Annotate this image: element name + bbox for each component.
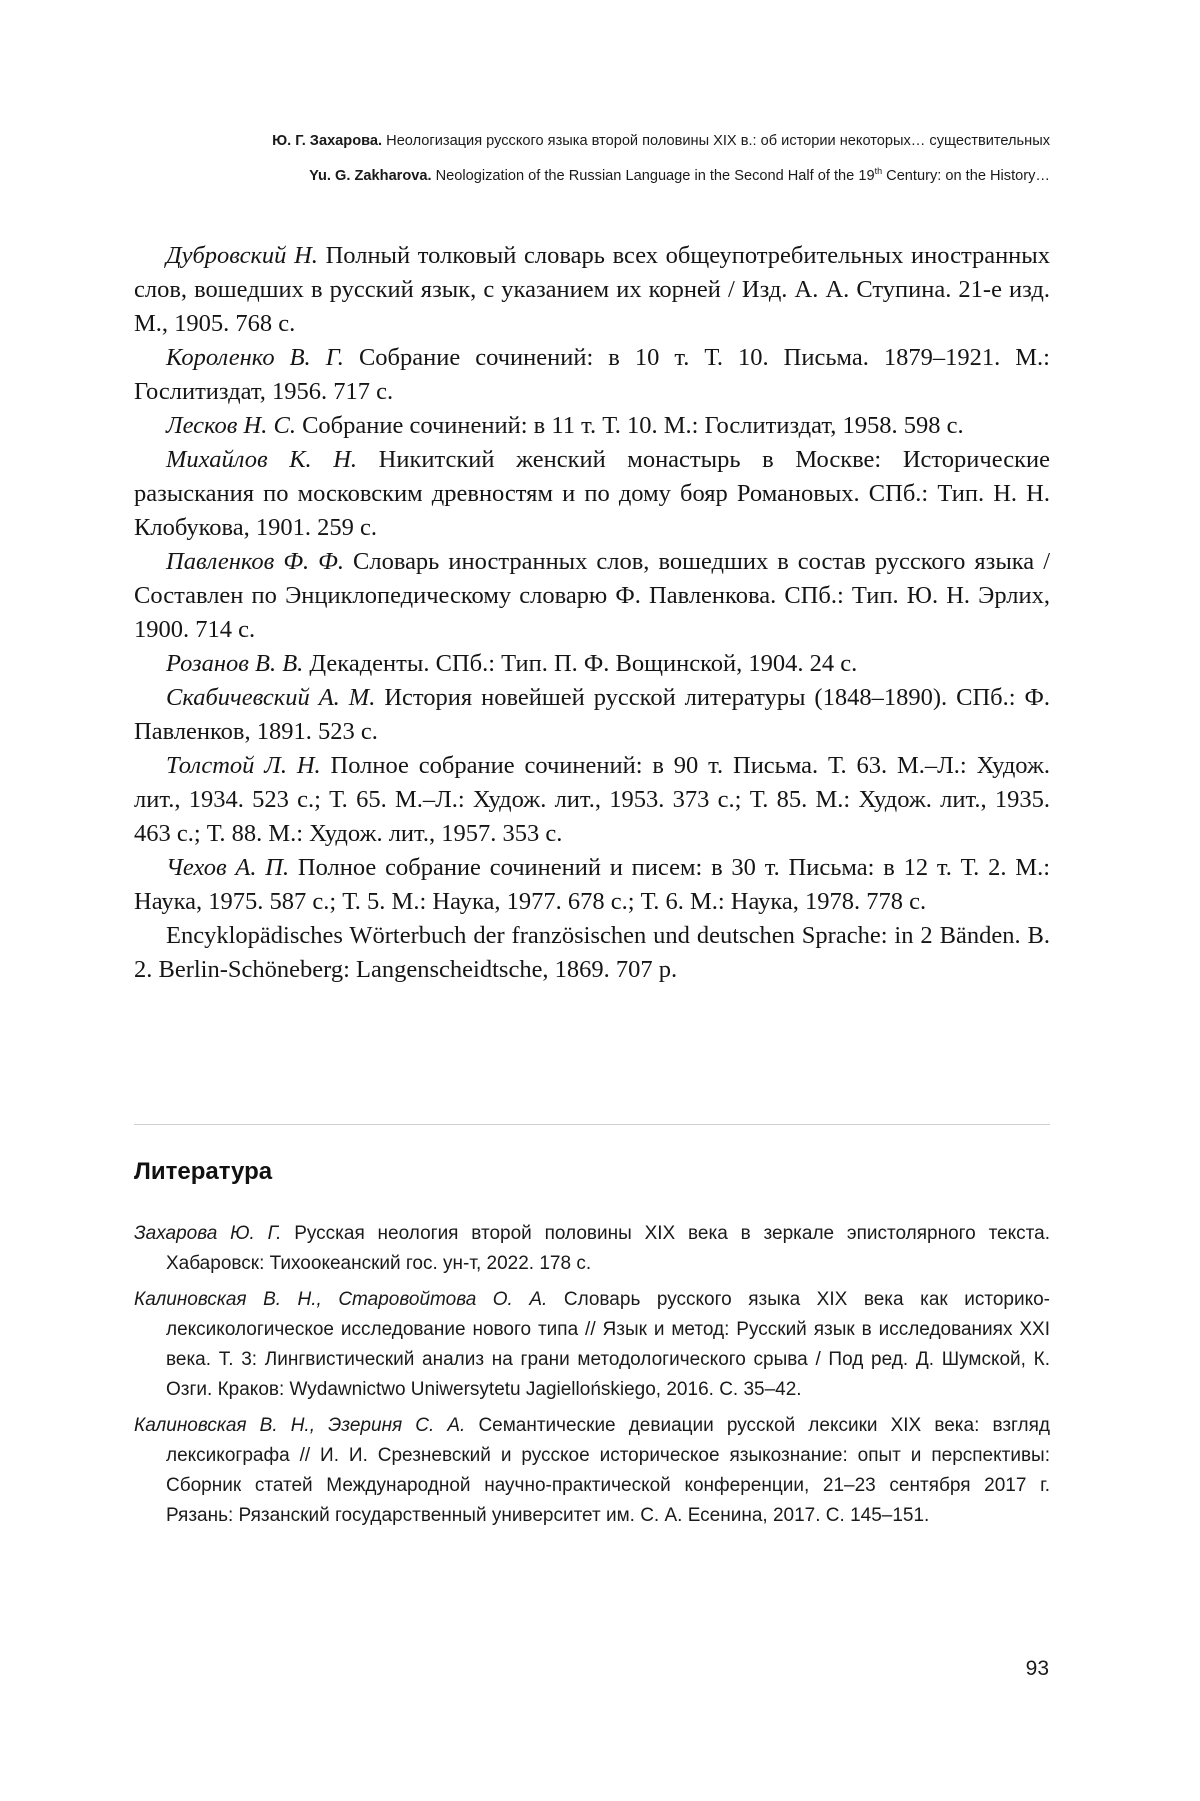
header-en-sup: th bbox=[874, 166, 883, 177]
source-entry bbox=[134, 681, 1050, 749]
section-divider bbox=[134, 1124, 1050, 1125]
source-author: Михайлов К. Н. bbox=[166, 446, 358, 473]
source-text: Полное собрание сочинений: в 90 т. Письма. Т. 63. М.–Л.: Худож. лит., 1934. 523 с.; Т. 65. М.–Л.: Худож. лит., 1953. 373 с.; Т. 85. М.: Худож. лит., 1935. 463 с.; Т. 88. М.: Худож. лит., 1957. 353 с. bbox=[134, 752, 1050, 847]
source-entry bbox=[134, 851, 1050, 919]
running-header bbox=[130, 124, 1050, 194]
source-entry bbox=[134, 341, 1050, 409]
source-author: Павленков Ф. Ф. bbox=[166, 548, 344, 575]
header-en-author: Yu. G. Zakharova. bbox=[309, 168, 432, 184]
source-entry bbox=[134, 647, 1050, 681]
header-en-title-end: Century: on the History… bbox=[886, 168, 1050, 184]
literature-text: Семантические девиации русской лексики XIX века: взгляд лексикографа // И. И. Срезневский и русское историческое языкознание: опыт и перспективы: Сборник статей Международной научно-практической конференции, 21–23 сентября 2017 г. Рязань: Рязанский государственный университет им. С. А. Есенина, 2017. С. 145–151. bbox=[166, 1415, 1051, 1526]
source-entry bbox=[134, 239, 1050, 341]
running-header-en bbox=[130, 159, 1050, 194]
sources-list bbox=[134, 239, 1050, 987]
source-text: Собрание сочинений: в 11 т. Т. 10. М.: Гослитиздат, 1958. 598 с. bbox=[302, 412, 964, 439]
source-entry bbox=[134, 545, 1050, 647]
literature-text: Русская неология второй половины XIX века в зеркале эпистолярного текста. Хабаровск: Тихоокеанский гос. ун-т, 2022. 178 с. bbox=[166, 1223, 1050, 1274]
header-en-title: Neologization of the Russian Language in the Second Half of the 19 bbox=[435, 168, 875, 184]
literature-entry bbox=[134, 1285, 1050, 1405]
literature-author: Калиновская В. Н., Эзериня С. А. bbox=[134, 1415, 466, 1436]
source-entry bbox=[134, 749, 1050, 851]
literature-heading: Литература bbox=[134, 1158, 273, 1185]
source-text: Encyklopädisches Wörterbuch der französischen und deutschen Sprache: in 2 Bänden. B. 2. Berlin-Schöneberg: Langenscheidtsche, 1869. 707 p. bbox=[134, 922, 1050, 983]
source-entry bbox=[134, 409, 1050, 443]
page-number: 93 bbox=[1025, 1657, 1049, 1680]
source-text: История новейшей русской литературы (1848–1890). СПб.: Ф. Павленков, 1891. 523 с. bbox=[134, 684, 1051, 745]
source-entry bbox=[134, 919, 1050, 987]
source-text: Никитский женский монастырь в Москве: Исторические разыскания по московским древностям и по дому бояр Романовых. СПб.: Тип. Н. Н. Клобукова, 1901. 259 с. bbox=[134, 446, 1050, 541]
source-text: Полный толковый словарь всех общеупотребительных иностранных слов, вошедших в русский язык, с указанием их корней / Изд. А. А. Ступина. 21-е изд. М., 1905. 768 с. bbox=[134, 242, 1051, 337]
source-text: Словарь иностранных слов, вошедших в состав русского языка / Составлен по Энциклопедическому словарю Ф. Павленкова. СПб.: Тип. Ю. Н. Эрлих, 1900. 714 с. bbox=[134, 548, 1050, 643]
source-author: Чехов А. П. bbox=[166, 854, 290, 881]
source-author: Розанов В. В. bbox=[166, 650, 304, 677]
source-text: Декаденты. СПб.: Тип. П. Ф. Вощинской, 1904. 24 с. bbox=[309, 650, 858, 677]
source-author: Толстой Л. Н. bbox=[166, 752, 321, 779]
literature-author: Калиновская В. Н., Старовойтова О. А. bbox=[134, 1289, 548, 1310]
source-author: Скабичевский А. М. bbox=[166, 684, 376, 711]
source-text: Собрание сочинений: в 10 т. Т. 10. Письма. 1879–1921. М.: Гослитиздат, 1956. 717 с. bbox=[134, 344, 1050, 405]
running-header-ru bbox=[130, 124, 1050, 159]
literature-entry bbox=[134, 1219, 1050, 1279]
source-entry bbox=[134, 443, 1050, 545]
source-author: Дубровский Н. bbox=[166, 242, 318, 269]
source-author: Короленко В. Г. bbox=[166, 344, 344, 371]
literature-author: Захарова Ю. Г. bbox=[134, 1223, 282, 1244]
literature-entry bbox=[134, 1411, 1050, 1531]
header-ru-author: Ю. Г. Захарова. bbox=[272, 133, 383, 149]
literature-text: Словарь русского языка XIX века как историко-лексикологическое исследование нового типа // Язык и метод: Русский язык в исследованиях XXI века. Т. 3: Лингвистический анализ на грани методологического срыва / Под ред. Д. Шумской, К. Озги. Краков: Wydawnictwo Uniwersytetu Jagiellońskiego, 2016. С. 35–42. bbox=[166, 1289, 1050, 1400]
header-ru-title: Неологизация русского языка второй половины XIX в.: об истории некоторых… существительных bbox=[386, 133, 1050, 149]
source-author: Лесков Н. С. bbox=[166, 412, 296, 439]
literature-list bbox=[134, 1219, 1050, 1537]
source-text: Полное собрание сочинений и писем: в 30 т. Письма: в 12 т. Т. 2. М.: Наука, 1975. 587 с.; Т. 5. М.: Наука, 1977. 678 с.; Т. 6. М.: Наука, 1978. 778 с. bbox=[134, 854, 1051, 915]
